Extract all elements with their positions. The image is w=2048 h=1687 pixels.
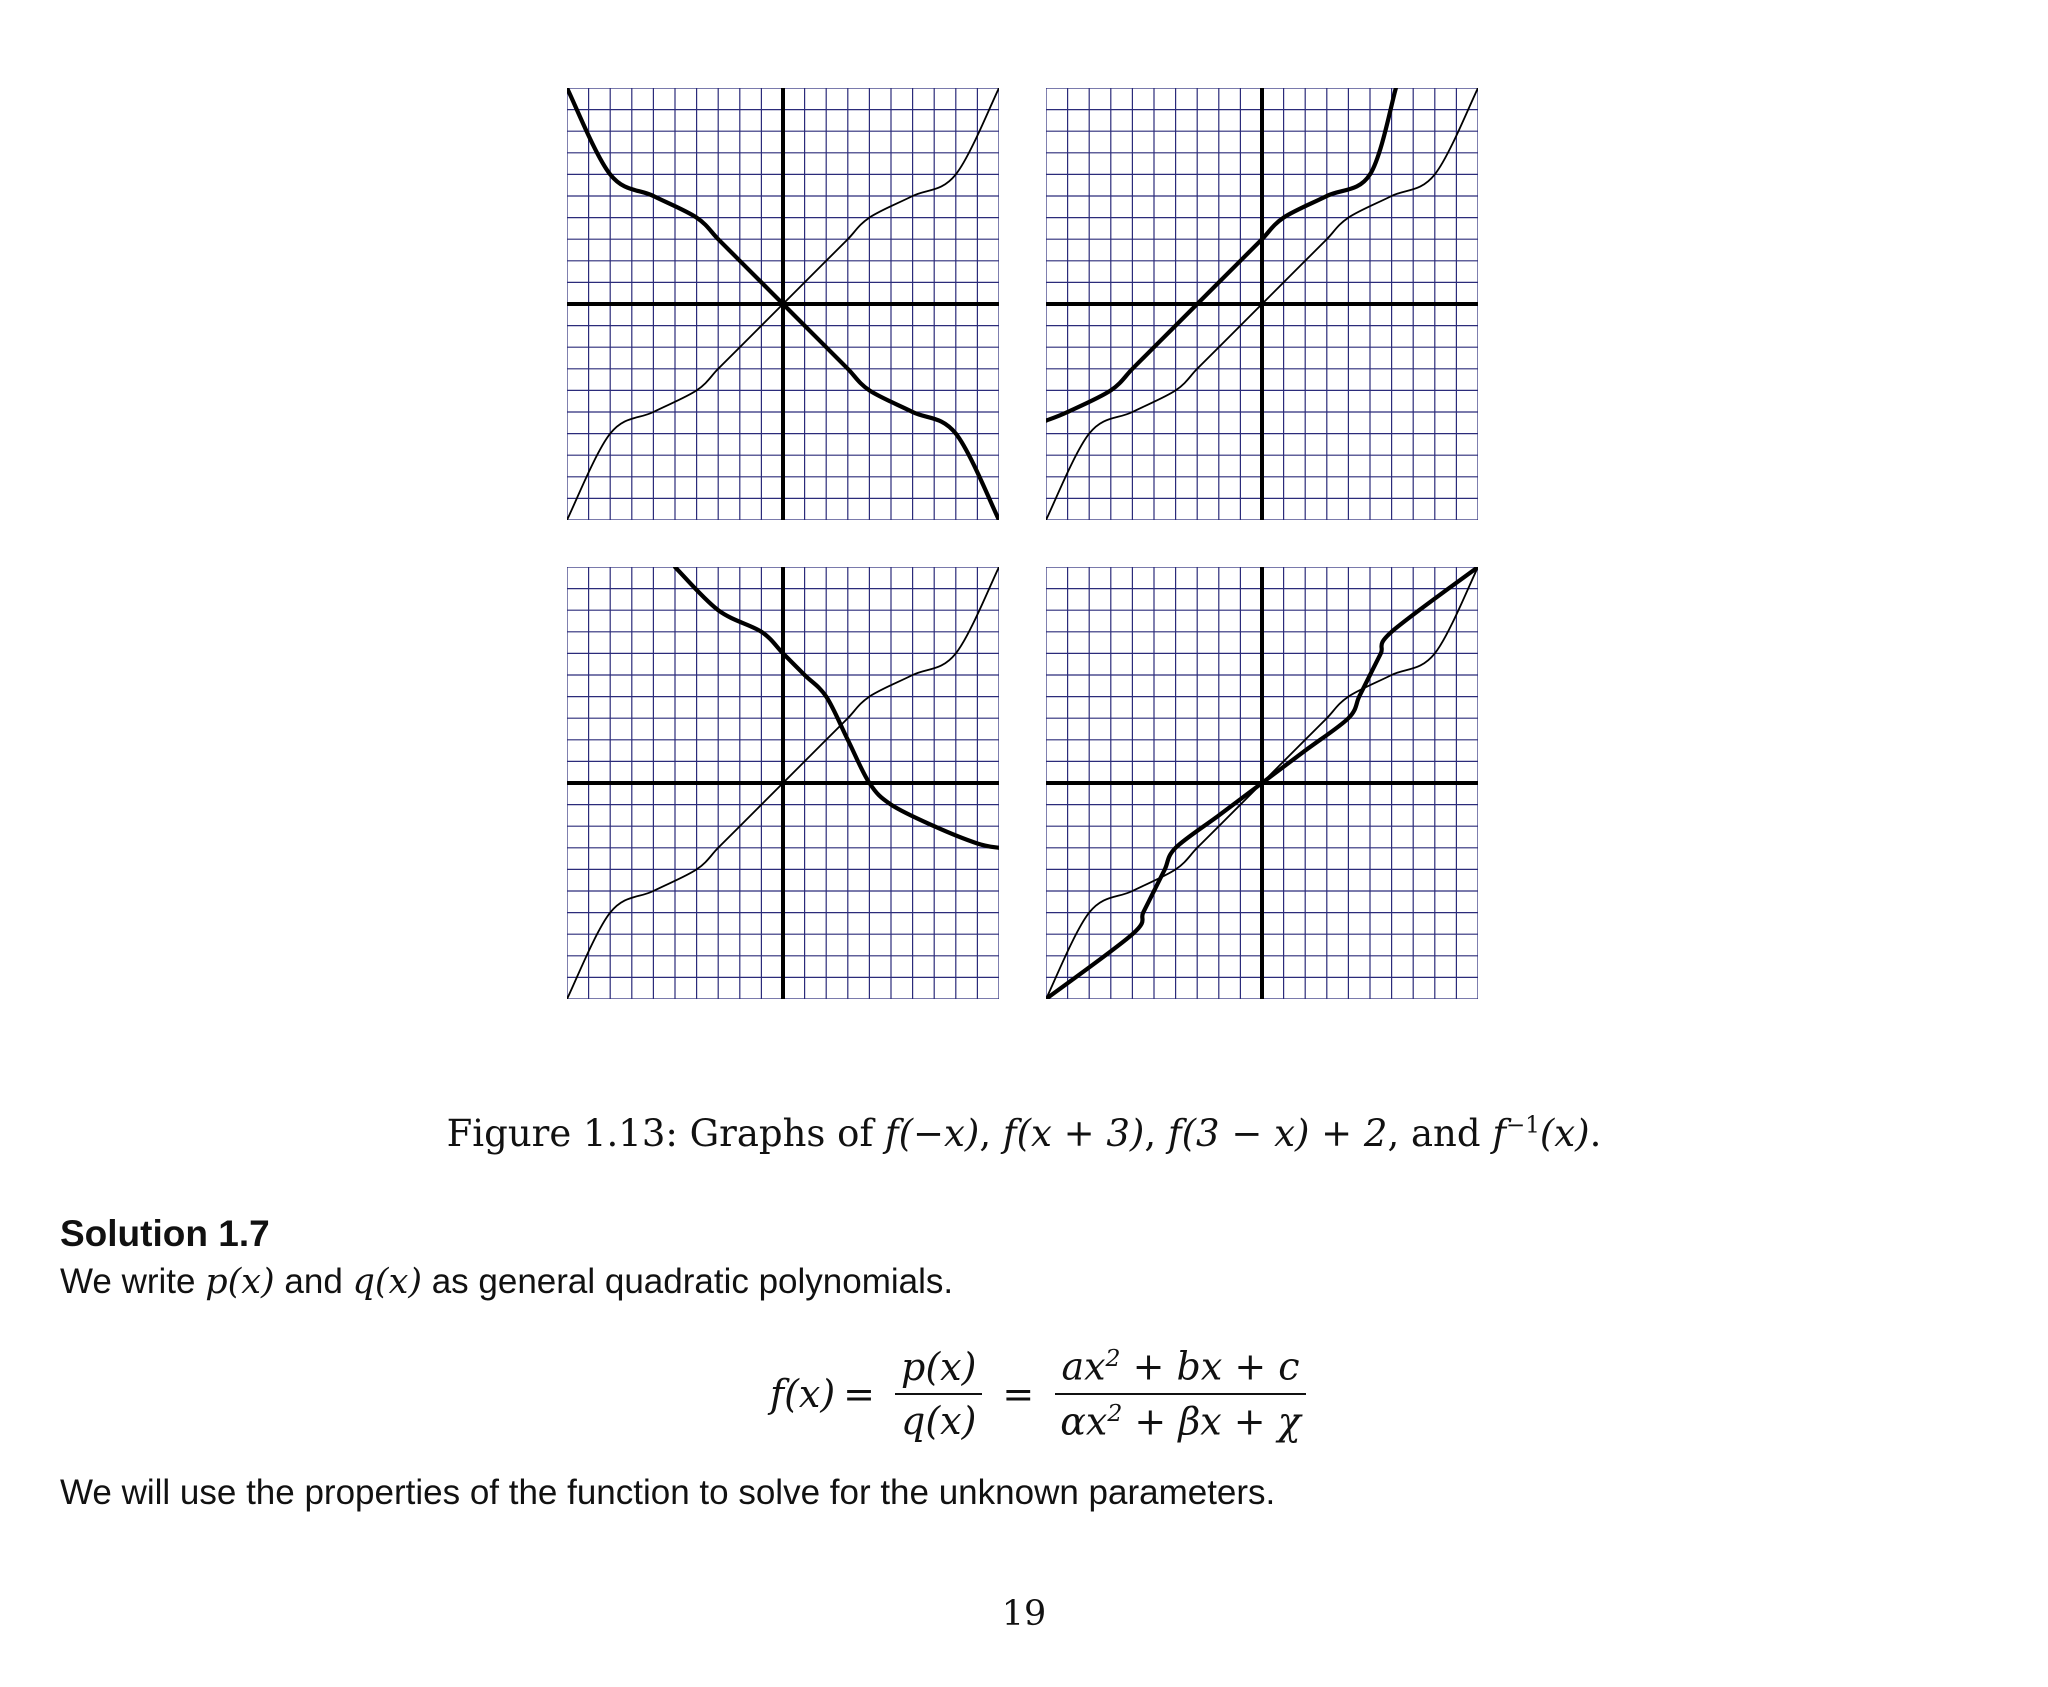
solution-outro: We will use the properties of the function to solve for the unknown parameters. [60,1473,1276,1512]
equation [770,1344,1319,1443]
numerator-rest: + bx + c [1120,1344,1300,1389]
fraction-pq-denominator: q(x) [901,1398,977,1443]
numerator-ax: ax [1061,1344,1106,1389]
fraction-pq-numerator: p(x) [895,1345,982,1395]
denominator-ax: αx [1060,1399,1108,1444]
fraction-pq [895,1345,982,1443]
denominator-rest: + βx + χ [1122,1399,1301,1444]
transformed-curve [1046,88,1396,421]
plot-f-x-plus-3 [1046,88,1478,520]
intro-text-2: and [274,1262,353,1301]
equation-lhs: f(x) [770,1371,836,1416]
caption-term-3: f(3 − x) + 2 [1167,1112,1388,1155]
fraction-quadratics-numerator [1055,1344,1305,1395]
intro-p: p(x) [205,1262,275,1302]
caption-sep-3: , and [1387,1112,1493,1155]
solution-heading: Solution 1.7 [60,1213,270,1254]
numerator-exponent: 2 [1105,1344,1121,1372]
fraction-quadratics [1054,1344,1307,1443]
caption-prefix: Figure 1.13: Graphs of [446,1112,885,1155]
caption-sep-1: , [979,1112,1003,1155]
denominator-exponent: 2 [1107,1398,1123,1427]
plot-f-neg-x [567,88,999,520]
plot-f-3-minus-x-plus-2 [567,567,999,999]
caption-term-4-arg: (x) [1539,1112,1590,1155]
transformed-curve [675,567,999,848]
intro-text-1: We write [60,1262,206,1301]
caption-term-1: f(−x) [884,1112,980,1155]
equals-sign-2: = [1002,1371,1035,1416]
plot-f-inverse [1046,567,1478,999]
figure-caption [0,1112,2048,1155]
page-number: 19 [1001,1594,1047,1634]
fraction-quadratics-denominator [1054,1395,1307,1444]
solution-intro [60,1262,953,1302]
caption-sep-2: , [1144,1112,1168,1155]
caption-term-4-sup: −1 [1506,1112,1540,1139]
intro-q: q(x) [352,1262,422,1302]
caption-term-4-base: f [1492,1112,1507,1155]
equals-sign-1: = [843,1371,875,1416]
intro-text-3: as general quadratic polynomials. [421,1262,954,1301]
caption-term-2: f(x + 3) [1002,1112,1145,1155]
caption-end: . [1589,1112,1602,1155]
